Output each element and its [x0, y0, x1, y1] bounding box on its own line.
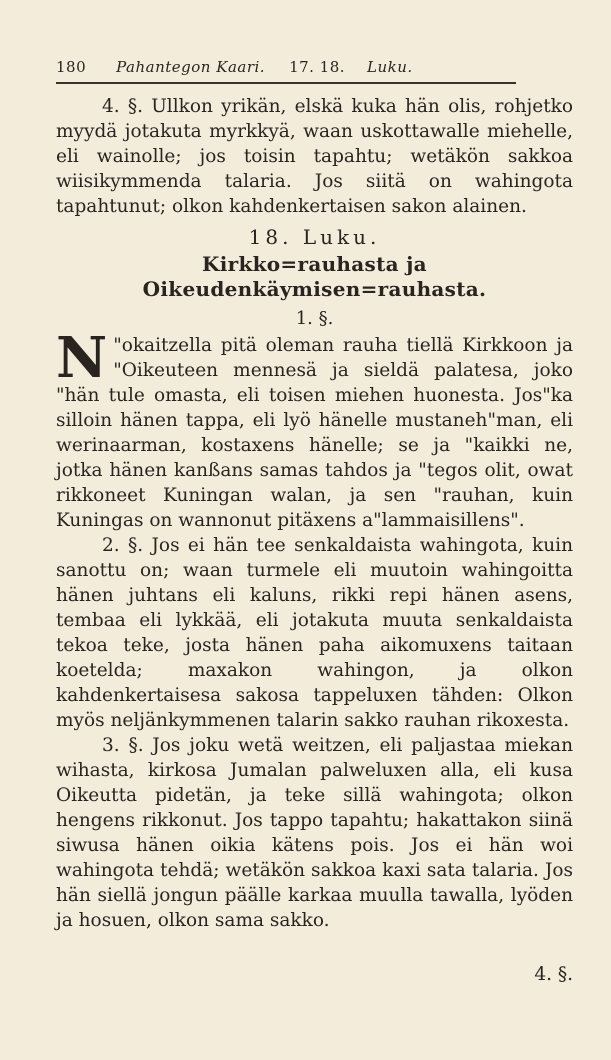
section-2: 2. §. Jos ei hän tee senkaldaista wahingota, kuin sanottu on; waan turmele eli muutoin wahingoitta hänen juhtans eli kaluns, rikki repi hänen asens, tembaa eli lykkää, eli jotakuta muuta senkaldaista tekoa teke, josta hänen paha aikomuxens taitaan koetelda; maxakon wahingon, ja olkon kahdenkertaisesa sakosa tappeluxen tähden: Olkon myös neljänkymmenen talarin sakko rauhan rikoxesta.: [56, 535, 573, 731]
section-word: Luku.: [367, 58, 413, 76]
section-3: 3. §. Jos joku wetä weitzen, eli paljastaa miekan wihasta, kirkosa Jumalan palweluxen alla, eli kusa Oikeutta pidetän, ja teke sillä wahingota; olkon hengens rikkonut. Jos tappo tapahtu; hakattakon siinä siwusa hänen oikia kätens pois. Jos ei hän woi wahingota tehdä; wetäkön sakkoa kaxi sata talaria. Jos hän siellä jongun päälle karkaa muulla tawalla, lyöden ja hosuen, olkon sama sakko.: [56, 735, 573, 931]
section-1: [56, 325, 573, 533]
section-1-text: "okaitzella pitä oleman rauha tiellä Kirkkoon ja "Oikeuteen mennesä ja sieldä palatesa, joko "hän tule omasta, eli toisen miehen huonesta. Jos"ka silloin hänen tappa, eli lyö hänelle mustaneh"man, eli werinaarman, kostaxens hänelle; se ja "kaikki ne, jotka hänen kanßans samas tahdos ja "tegos olit, owat rikkoneet Kuningan walan, ja sen "rauhan, kuin Kuningas on wannonut pitäxens a"lammaisillens".: [56, 335, 573, 531]
drop-cap: N: [56, 325, 108, 391]
paragraph-4: 4. §. Ullkon yrikän, elskä kuka hän olis, rohjetko myydä jotakuta myrkkyä, waan uskottawalle miehelle, eli wainolle; jos toisin tapahtu; wetäkön sakkoa wiisikymmenda talaria. Jos siitä on wahingota tapahtunut; olkon kahdenkertaisen sakon alainen.: [56, 96, 573, 217]
body-text: [56, 94, 573, 933]
page-number: 180: [56, 58, 87, 76]
running-title: Pahantegon Kaari.: [116, 58, 266, 76]
chapter-numbers: 17. 18.: [289, 58, 346, 76]
header-rule: [56, 82, 516, 84]
section-1-number: 1. §.: [295, 308, 334, 329]
chapter-title: Kirkko=rauhasta ja Oikeudenkäymisen=rauhasta.: [142, 252, 487, 301]
chapter-heading: 18. Luku.: [248, 225, 381, 249]
catchword: 4. §.: [534, 964, 573, 985]
page-header: [56, 58, 573, 76]
